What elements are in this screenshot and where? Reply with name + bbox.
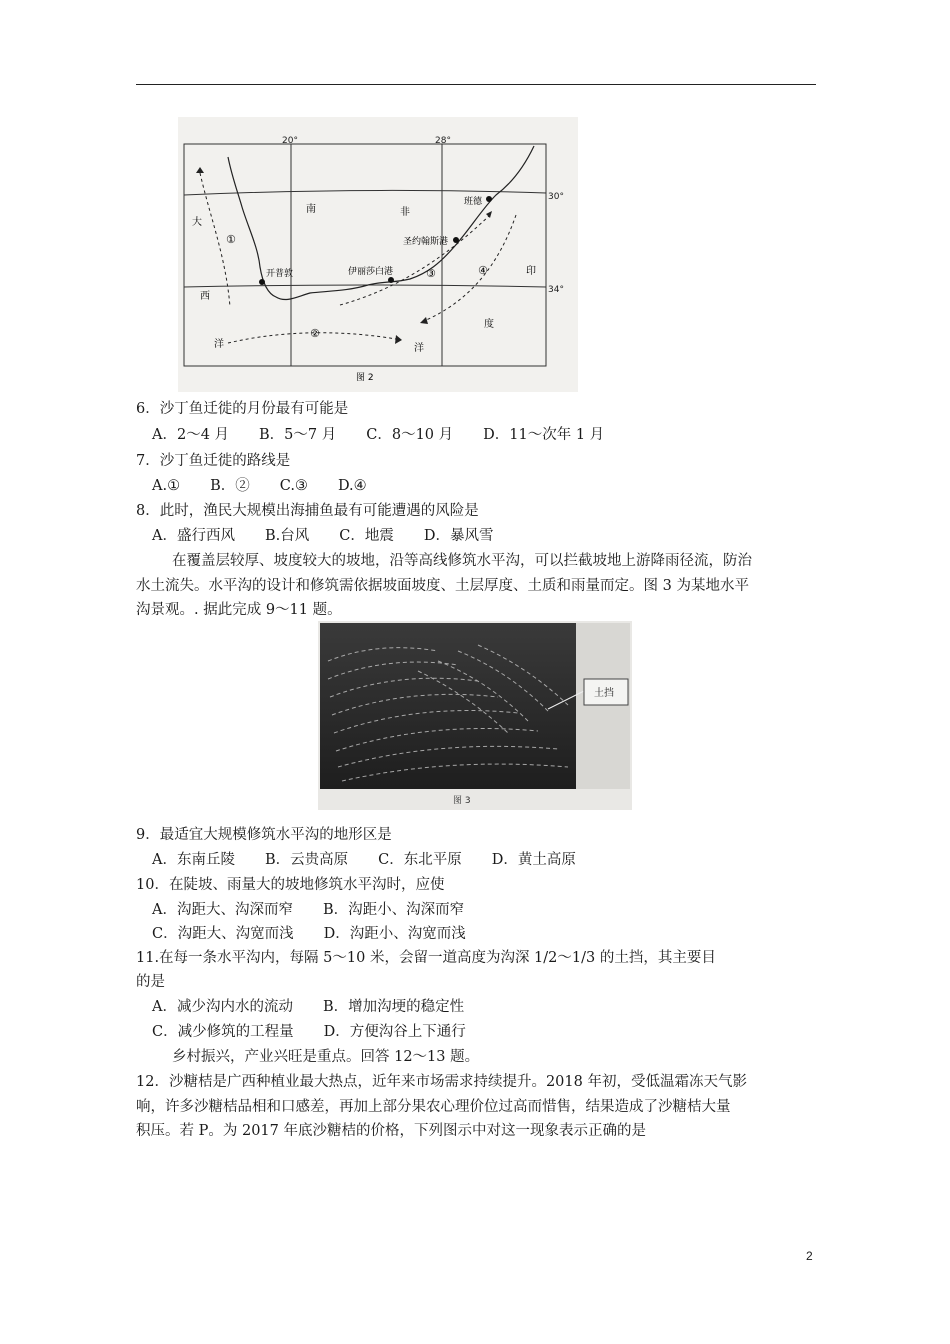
map-label-indian-1: 印 [526,266,536,277]
map-label-indian-3: 洋 [414,343,424,354]
option: C.③ [279,478,308,494]
header-rule [136,84,816,85]
option: C．减少修筑的工程量 [152,1024,294,1040]
question-7-options [152,476,397,496]
map-label-indian-2: 度 [484,319,494,330]
option: D．11～次年 1 月 [483,427,605,443]
option: C．8～10 月 [366,427,454,443]
option: A．沟距大、沟深而窄 [152,902,293,918]
question-10-stem: 10．在陡坡、雨量大的坡地修筑水平沟时，应使 [136,877,445,893]
map-label-banzen: 班德 [464,197,483,207]
option: A．盛行西风 [152,528,235,544]
question-11-options-row2 [152,1022,496,1042]
question-6-options [152,425,634,445]
option: C．地震 [339,528,394,544]
option: D．黄土高原 [491,852,576,868]
lon-label-28: 28° [435,136,451,146]
route-label-2: ② [310,327,320,340]
map-label-sanjohn: 圣约翰斯港 [403,237,449,247]
map-label-elizabeth: 伊丽莎白港 [348,267,394,277]
question-12-stem-cont: 积压。若 P。为 2017 年底沙糖桔的价格，下列图示中对这一现象表示正确的是 [136,1123,646,1139]
option: D．方便沟谷上下通行 [323,1024,466,1040]
question-12-stem: 12．沙糖桔是广西种植业最大热点，近年来市场需求持续提升。2018 年初，受低温霜冻天气影 [136,1074,747,1090]
option: B．云贵高原 [264,852,349,868]
option: A．东南丘陵 [152,852,235,868]
lon-label-20: 20° [282,136,298,146]
question-9-options [152,850,606,870]
option: A.① [152,478,181,494]
figure-3-caption: 图 3 [453,796,471,806]
route-label-3: ③ [426,267,436,280]
figure-3-photo [318,621,632,810]
question-7-stem: 7．沙丁鱼迁徙的路线是 [136,453,291,469]
question-6-stem: 6．沙丁鱼迁徙的月份最有可能是 [136,401,349,417]
figure-2-caption: 图 2 [356,373,374,383]
option: A．2～4 月 [152,427,230,443]
lat-label-34: 34° [548,285,564,295]
passage-line: 在覆盖层较厚、坡度较大的坡地，沿等高线修筑水平沟，可以拦截坡地上游降雨径流，防治 [172,553,752,569]
lat-label-30: 30° [548,192,564,202]
option: C．东北平原 [378,852,462,868]
map-label-atlantic-3: 洋 [214,339,224,350]
route-label-1: ① [226,233,236,246]
option: D．沟距小、沟宽而浅 [323,926,466,942]
question-8-stem: 8．此时，渔民大规模出海捕鱼最有可能遭遇的风险是 [136,503,479,519]
page-number: 2 [806,1249,813,1263]
map-label-atlantic-1: 大 [192,217,202,228]
map-label-atlantic-2: 西 [200,291,210,302]
question-10-options-row2 [152,924,496,944]
option: B．② [210,478,250,494]
option: B．增加沟埂的稳定性 [322,999,465,1015]
question-11-stem: 11.在每一条水平沟内，每隔 5～10 米，会留一道高度为沟深 1/2～1/3 的土挡，其主要目 [136,950,716,966]
option: C．沟距大、沟宽而浅 [152,926,294,942]
option: B.台风 [264,528,310,544]
map-label-africa: 非 [400,207,410,218]
question-10-options-row1 [152,900,494,920]
map-label-kaipu: 开普敦 [266,269,294,279]
passage-line: 水土流失。水平沟的设计和修筑需依据坡面坡度、土层厚度、土质和雨量而定。图 3 为某地水平 [136,578,749,594]
option: D．暴风雪 [423,528,494,544]
passage-line: 沟景观。. 据此完成 9～11 题。 [136,602,342,618]
question-8-options [152,526,524,546]
question-12-stem-cont: 响，许多沙糖桔品相和口感差，再加上部分果农心理价位过高而惜售，结果造成了沙糖桔大量 [136,1099,731,1115]
question-11-stem-cont: 的是 [136,974,165,990]
question-11-options-row1 [152,997,494,1017]
option: B．5～7 月 [259,427,337,443]
section-intro: 乡村振兴，产业兴旺是重点。回答 12～13 题。 [172,1049,480,1065]
map-label-south: 南 [306,204,316,215]
option: A．减少沟内水的流动 [152,999,293,1015]
figure-3-callout: 土挡 [594,688,614,699]
route-label-4: ④ [478,264,488,277]
option: B．沟距小、沟深而窄 [322,902,465,918]
question-9-stem: 9．最适宜大规模修筑水平沟的地形区是 [136,827,392,843]
figure-2-map [178,117,578,392]
option: D.④ [337,478,367,494]
